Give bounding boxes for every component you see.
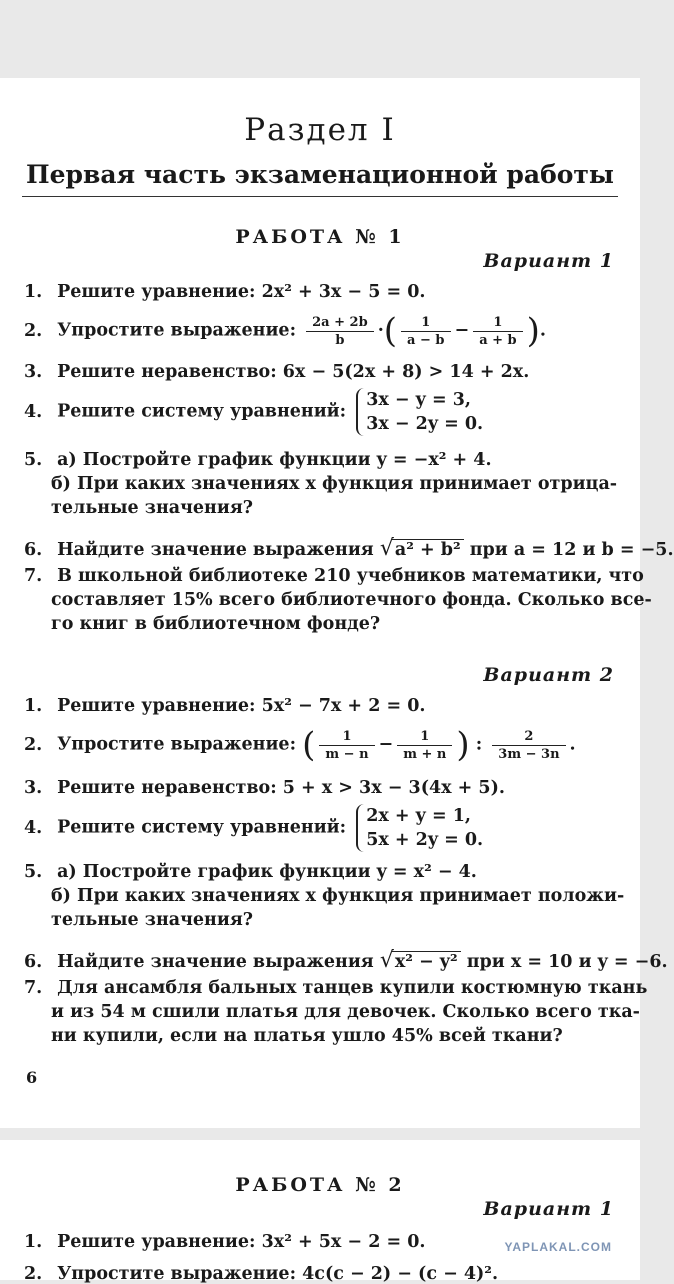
problem-number: 2.	[24, 320, 43, 341]
equation-system: 3x − y = 3, 3x − 2y = 0.	[356, 388, 483, 436]
variant-2-label: Вариант 2	[483, 664, 614, 686]
problem-text: Решите уравнение:	[57, 282, 256, 302]
problem-number: 6.	[24, 540, 43, 560]
problem-number: 1.	[24, 1232, 43, 1252]
work-1-title: РАБОТА № 1	[235, 226, 405, 248]
v2-problem-6	[24, 948, 668, 973]
problem-number: 1.	[24, 282, 43, 302]
v1-problem-6	[24, 536, 674, 561]
equation: 5x² − 7x + 2 = 0.	[261, 696, 426, 716]
v1-problem-7-line3: го книг в библиотечном фонде?	[51, 614, 381, 634]
problem-values: при x = 10 и y = −6.	[466, 952, 668, 972]
problem-number: 6.	[24, 952, 43, 972]
v1-problem-5b-line2: тельные значения?	[51, 498, 254, 518]
v2-problem-5a	[24, 862, 477, 882]
fraction: $\frac{2a + 2b}{b}$	[306, 315, 374, 348]
inequality: 6x − 5(2x + 8) > 14 + 2x.	[282, 362, 530, 382]
fraction: $\frac{2}{3m - 3n}$	[492, 729, 565, 762]
problem-text: Найдите значение выражения	[57, 952, 374, 972]
v2-problem-7-line3: ни купили, если на платья ушло 45% всей ткани?	[51, 1026, 563, 1046]
fraction: $\frac{1}{m - n}$	[319, 729, 374, 762]
problem-number: 5.	[24, 450, 43, 470]
v2-problem-5b-line1: б) При каких значениях x функция принимает положи-	[51, 886, 625, 906]
radical-sign: √	[379, 536, 394, 561]
v2-problem-5b-line2: тельные значения?	[51, 910, 254, 930]
problem-values: при a = 12 и b = −5.	[469, 540, 674, 560]
inequality: 5 + x > 3x − 3(4x + 5).	[282, 778, 505, 798]
problem-number: 7.	[24, 978, 43, 998]
work-2-title: РАБОТА № 2	[235, 1174, 405, 1196]
equation: 2x² + 3x − 5 = 0.	[261, 282, 426, 302]
v2-problem-1	[24, 696, 425, 716]
problem-number: 4.	[24, 817, 43, 838]
problem-number: 1.	[24, 696, 43, 716]
work-2-variant-1-label: Вариант 1	[483, 1198, 614, 1220]
v1-problem-5a	[24, 450, 492, 470]
v1-problem-2: 2. Упростите выражение: $\frac{2a + 2b}{b}$ ·( $\frac{1}{a - b}$ − $\frac{1}{a + b}$ ).	[24, 311, 547, 351]
problem-text: а) Постройте график функции y = x² − 4.	[57, 862, 477, 882]
radicand: x² − y²	[392, 951, 461, 972]
problem-number: 2.	[24, 1264, 43, 1284]
v1-problem-5b-line1: б) При каких значениях x функция принимает отрица-	[51, 474, 618, 494]
v2-problem-2: 2. Упростите выражение: ( $\frac{1}{m - n}$ − $\frac{1}{m + n}$ ) : $\frac{2}{3m - 3n}$ .	[24, 725, 576, 765]
watermark: YAPLAKAL.COM	[504, 1240, 612, 1254]
problem-number: 3.	[24, 778, 43, 798]
variant-1-label: Вариант 1	[483, 250, 614, 272]
equation-system: 2x + y = 1, 5x + 2y = 0.	[356, 804, 483, 852]
problem-text: Решите систему уравнений:	[57, 401, 347, 422]
expression: 4c(c − 2) − (c − 4)².	[302, 1264, 499, 1284]
fraction: $\frac{1}{a - b}$	[401, 315, 450, 348]
v1-problem-7-line2: составляет 15% всего библиотечного фонда. Сколько все-	[51, 590, 652, 610]
problem-number: 7.	[24, 566, 43, 586]
page-number: 6	[26, 1068, 38, 1087]
w2-problem-1	[24, 1232, 425, 1252]
radicand: a² + b²	[392, 539, 464, 560]
radical-sign: √	[379, 948, 394, 973]
page-2	[0, 1140, 640, 1284]
problem-text: Упростите выражение:	[57, 734, 297, 755]
fraction: $\frac{1}{m + n}$	[397, 729, 452, 762]
v1-problem-7	[24, 566, 644, 586]
w2-problem-2	[24, 1264, 498, 1284]
page-1	[0, 78, 674, 1128]
equation: 3x² + 5x − 2 = 0.	[261, 1232, 426, 1252]
v2-problem-3	[24, 778, 505, 798]
problem-number: 3.	[24, 362, 43, 382]
problem-text: В школьной библиотеке 210 учебников математики, что	[57, 566, 644, 586]
v1-problem-4	[24, 388, 483, 436]
title-rule	[22, 196, 618, 197]
v2-problem-4	[24, 804, 483, 852]
problem-text: Решите неравенство:	[57, 362, 277, 382]
v1-problem-1	[24, 282, 425, 302]
problem-text: Решите уравнение:	[57, 696, 256, 716]
section-subtitle: Первая часть экзаменационной работы	[26, 160, 614, 189]
problem-text: Решите неравенство:	[57, 778, 277, 798]
problem-text: Упростите выражение:	[57, 320, 297, 341]
fraction: $\frac{1}{a + b}$	[473, 315, 522, 348]
problem-number: 2.	[24, 734, 43, 755]
v2-problem-7-line2: и из 54 м сшили платья для девочек. Сколько всего тка-	[51, 1002, 640, 1022]
problem-text: Найдите значение выражения	[57, 540, 374, 560]
problem-text: Решите систему уравнений:	[57, 817, 347, 838]
v2-problem-7	[24, 978, 647, 998]
problem-text: Упростите выражение:	[57, 1264, 297, 1284]
problem-number: 4.	[24, 401, 43, 422]
problem-text: а) Постройте график функции y = −x² + 4.	[57, 450, 492, 470]
problem-number: 5.	[24, 862, 43, 882]
problem-text: Решите уравнение:	[57, 1232, 256, 1252]
problem-text: Для ансамбля бальных танцев купили костюмную ткань	[57, 978, 648, 998]
v1-problem-3	[24, 362, 529, 382]
section-title: Раздел I	[244, 112, 396, 148]
